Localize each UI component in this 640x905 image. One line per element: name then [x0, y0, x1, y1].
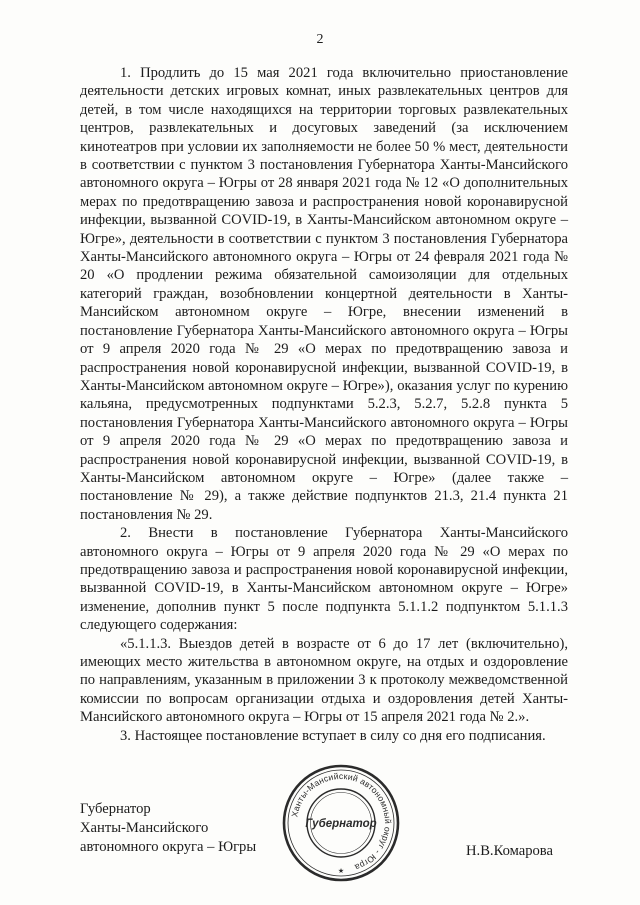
- signer-name: Н.В.Комарова: [466, 843, 553, 859]
- paragraph-quote: «5.1.1.3. Выездов детей в возрасте от 6 до 17 лет (включительно), имеющих место жительства в автономном округе, на отдых и оздоровление по направлениям, указанным в приложении 3 к протоколу межведомственной комиссии по вопросам организации отдыха и оздоровления детей Ханты-Мансийского автономного округа – Югры от 15 апреля 2021 года № 2.».: [80, 635, 568, 726]
- document-body: [80, 64, 568, 745]
- official-seal-stamp: [281, 763, 401, 883]
- paragraph-3: 3. Настоящее постановление вступает в силу со дня его подписания.: [120, 727, 546, 744]
- seal-center-text: Губернатор: [305, 818, 377, 830]
- signer-position-line-2: Ханты-Мансийского: [80, 820, 209, 836]
- paragraph-2: 2. Внести в постановление Губернатора Ханты-Мансийского автономного округа – Югры от 9 апреля 2020 года № 29 «О мерах по предотвращению завоза и распространения новой коронавирусной инфекции, вызванной COVID-19, в Ханты-Мансийском автономном округе – Югре» изменение, дополнив пункт 5 после подпункта 5.1.1.2 подпунктом 5.1.1.3 следующего содержания:: [80, 525, 568, 634]
- signer-position-line-1: Губернатор: [80, 801, 151, 817]
- paragraph-1: 1. Продлить до 15 мая 2021 года включительно приостановление деятельности детских игровых комнат, иных развлекательных центров для детей, в том числе находящихся на территории торговых развлекательных центров, развлекательных и досуговых заведений (за исключением кинотеатров при условии их заполняемости не более 50 % мест, деятельности в соответствии с пунктом 3 постановления Губернатора Ханты-Мансийского автономного округа – Югры от 28 января 2021 года № 12 «О дополнительных мерах по предотвращению завоза и распространения новой коронавирусной инфекции, вызванной COVID-19, в Ханты-Мансийском автономном округе – Югре», деятельности в соответствии с пунктом 3 постановления Губернатора Ханты-Мансийского автономного округа – Югры от 24 февраля 2021 года № 20 «О продлении режима обязательной самоизоляции для отдельных категорий граждан, возобновлении концертной деятельности в Ханты-Мансийском автономном округе – Югре, внесении изменений в постановление Губернатора Ханты-Мансийского автономного округа – Югры от 9 апреля 2020 года № 29 «О мерах по предотвращению завоза и распространения новой коронавирусной инфекции, вызванной COVID-19, в Ханты-Мансийском автономном округе – Югре»), оказания услуг по курению кальяна, предусмотренных подпунктами 5.2.3, 5.2.7, 5.2.8 пункта 5 постановления Губернатора Ханты-Мансийского автономного округа – Югры от 9 апреля 2020 года № 29 «О мерах по предотвращению завоза и распространения новой коронавирусной инфекции, вызванной COVID-19, в Ханты-Мансийском автономном округе – Югре» (далее также – постановление № 29), а также действие подпунктов 21.3, 21.4 пункта 21 постановления № 29.: [80, 65, 568, 523]
- signature-block: [80, 800, 256, 857]
- page-number: 2: [316, 32, 324, 47]
- seal-ring-textpath: Ханты-Мансийский автономный округ - Югра: [289, 770, 394, 873]
- signer-position-line-3: автономного округа – Югры: [80, 839, 257, 855]
- seal-star-icon: ★: [337, 867, 345, 875]
